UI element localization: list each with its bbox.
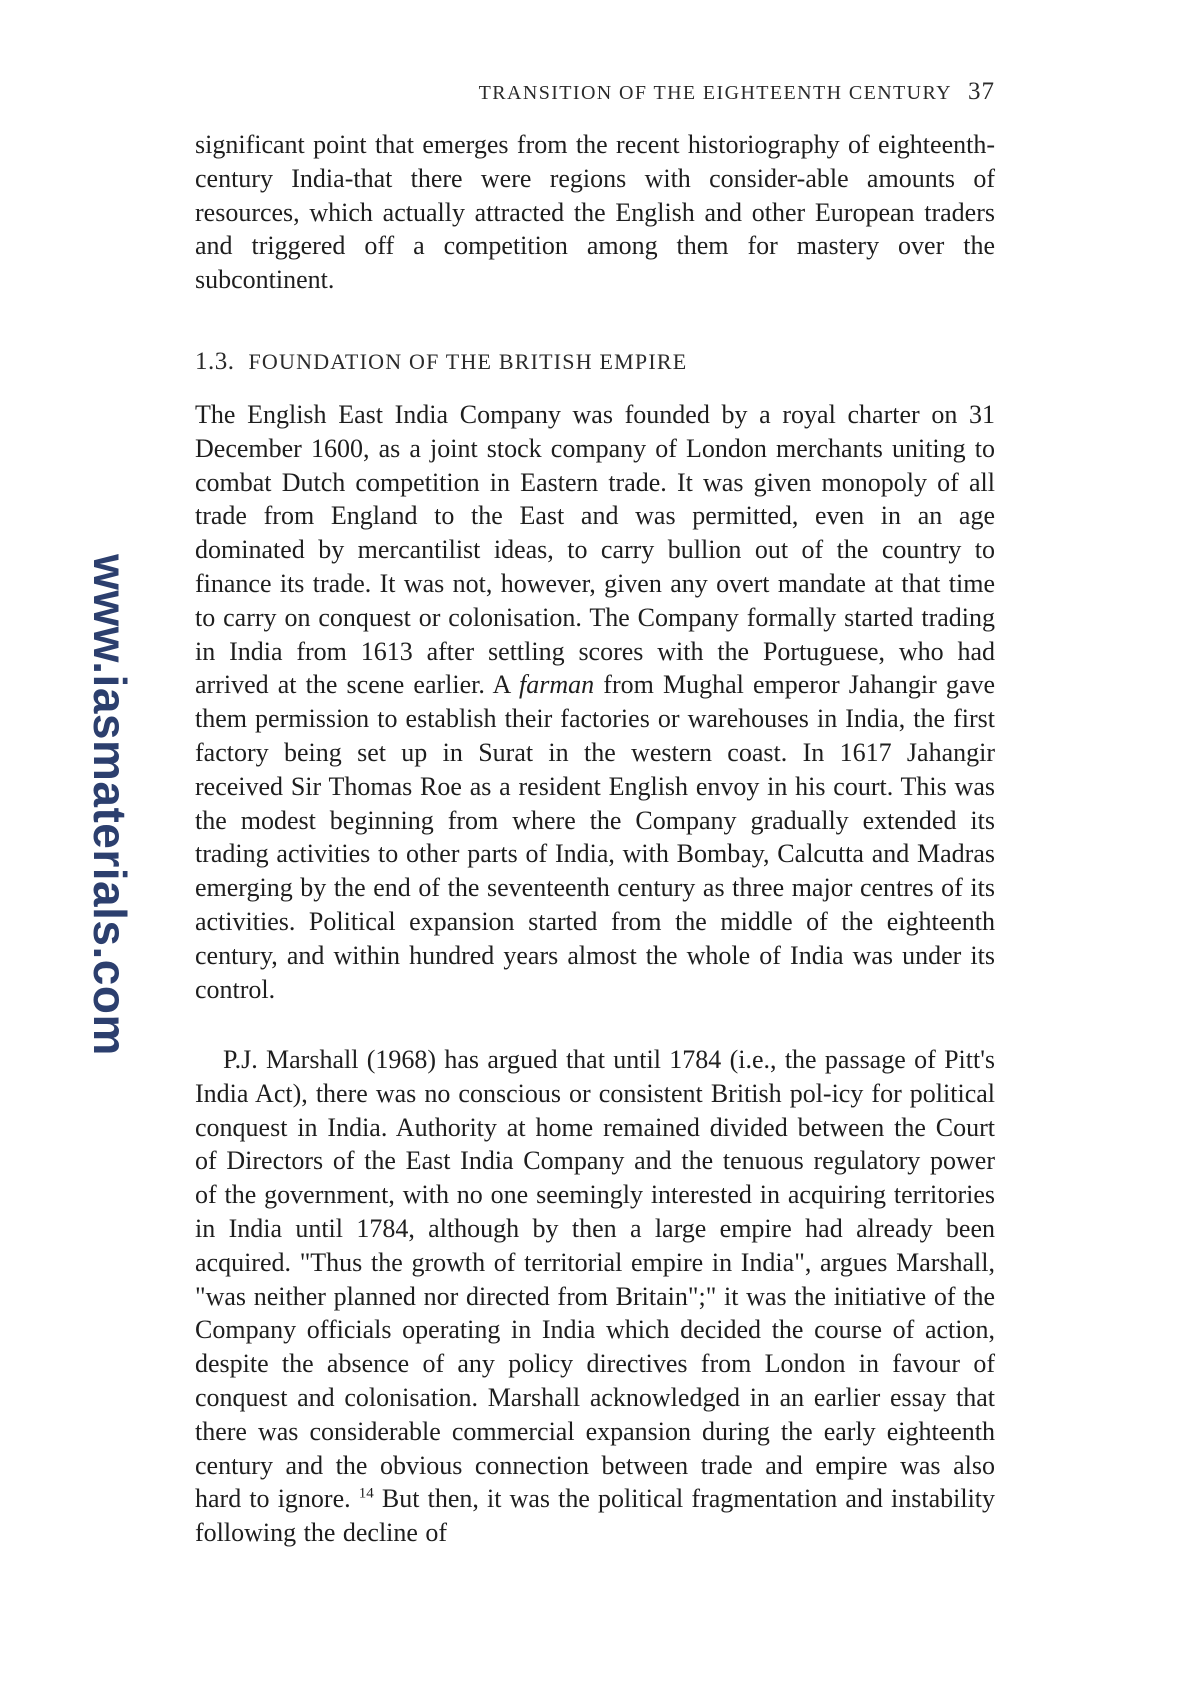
section-heading xyxy=(195,348,995,376)
farman-term: farman xyxy=(519,670,595,700)
company-paragraph-text-1: The English East India Company was founded by a royal charter on 31 December 1600, as a joint stock company of London merchants uniting to combat Dutch competition in Eastern trade. It was given monopoly of all trade from England to the East and was permitted, even in an age dominated by mercantilist ideas, to carry bullion out of the country to finance its trade. It was not, however, given any overt mandate at that time to carry on conquest or colonisation. The Company formally started trading in India from 1613 after settling scores with the Portuguese, who had arrived at the scene earlier. A xyxy=(195,400,995,700)
section-title: FOUNDATION OF THE BRITISH EMPIRE xyxy=(248,349,688,374)
website-watermark: www.iasmaterials.com xyxy=(84,554,136,1056)
running-title: TRANSITION OF THE EIGHTEENTH CENTURY xyxy=(478,82,952,104)
marshall-paragraph xyxy=(195,1043,995,1550)
company-paragraph-text-2: from Mughal emperor Jahangir gave them permission to establish their factories or warehouses in India, the first factory being set up in Surat in the western coast. In 1617 Jahangir received Sir Thomas Roe as a resident English envoy in his court. This was the modest beginning from where the Company gradually extended its trading activities to other parts of India, with Bombay, Calcutta and Madras emerging by the end of the seventeenth century as three major centres of its activities. Political expansion started from the middle of the eighteenth century, and within hundred years almost the whole of India was under its control. xyxy=(195,670,996,1004)
company-paragraph xyxy=(195,398,995,1006)
page-number: 37 xyxy=(968,78,995,105)
running-header xyxy=(195,78,995,106)
marshall-paragraph-text-2: But then, it was the political fragmentation and instability following the decline of xyxy=(195,1484,996,1548)
marshall-paragraph-text-1: P.J. Marshall (1968) has argued that until 1784 (i.e., the passage of Pitt's India Act), there was no conscious or consistent British pol-icy for political conquest in India. Authority at home remained divided between the Court of Directors of the East India Company and the tenuous regulatory power of the government, with no one seemingly interested in acquiring territories in India until 1784, although by then a large empire had already been acquired. "Thus the growth of territorial empire in India", argues Marshall, "was neither planned nor directed from Britain";" it was the initiative of the Company officials operating in India which decided the course of action, despite the absence of any policy directives from London in favour of conquest and colonisation. Marshall acknowledged in an earlier essay that there was considerable commercial expansion during the early eighteenth century and the obvious connection between trade and empire was also hard to ignore. xyxy=(195,1045,995,1514)
section-number: 1.3. xyxy=(195,348,235,375)
intro-paragraph: significant point that emerges from the recent historiography of eighteenth-century India-that there were regions with consider-able amounts of resources, which actually attracted the English and other European traders and triggered off a competition among them for mastery over the subcontinent. xyxy=(195,130,995,295)
footnote-marker: 14 xyxy=(358,1485,374,1502)
